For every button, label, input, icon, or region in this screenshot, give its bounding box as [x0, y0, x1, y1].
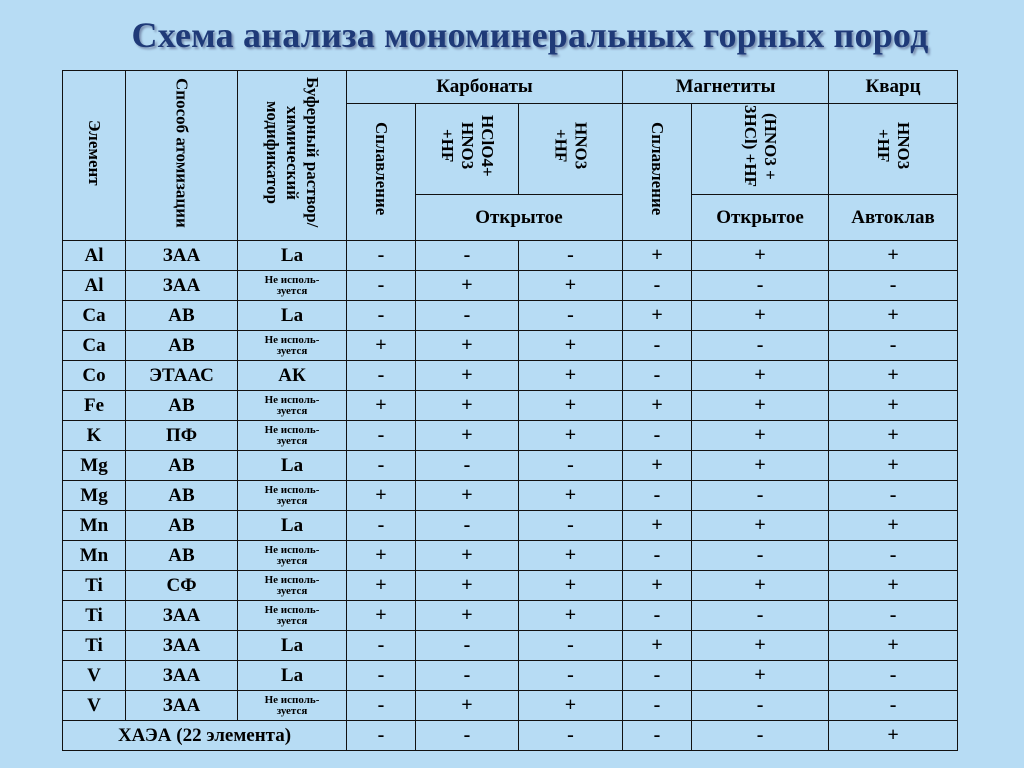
result-cell: + [519, 541, 623, 571]
result-cell: + [623, 241, 692, 271]
atomization-cell: ЗАА [126, 631, 238, 661]
buffer-cell: La [238, 241, 347, 271]
buffer-cell: Не исполь- зуется [238, 271, 347, 301]
buffer-cell: Не исполь- зуется [238, 481, 347, 511]
result-cell: - [623, 481, 692, 511]
element-cell: Al [63, 271, 126, 301]
atomization-cell: ПФ [126, 421, 238, 451]
result-cell: + [519, 391, 623, 421]
atomization-cell: АВ [126, 391, 238, 421]
result-cell: + [519, 601, 623, 631]
result-cell: - [519, 241, 623, 271]
result-cell: - [692, 601, 829, 631]
element-cell: Ti [63, 601, 126, 631]
result-cell: - [692, 481, 829, 511]
result-cell: + [829, 391, 958, 421]
header-magnetites-hno3: (HNO3 + 3HCl) +HF [692, 104, 829, 195]
table-row [63, 511, 958, 541]
table-row [63, 541, 958, 571]
result-cell: + [416, 541, 519, 571]
footer-label: ХАЭА (22 элемента) [63, 721, 347, 751]
footer-row [63, 721, 958, 751]
result-cell: + [519, 331, 623, 361]
result-cell: + [692, 631, 829, 661]
result-cell: - [519, 451, 623, 481]
result-cell: + [347, 391, 416, 421]
result-cell: - [623, 691, 692, 721]
result-cell: - [416, 241, 519, 271]
table-row [63, 631, 958, 661]
result-cell: - [623, 361, 692, 391]
result-cell: + [692, 571, 829, 601]
element-cell: K [63, 421, 126, 451]
element-cell: Fe [63, 391, 126, 421]
result-cell: + [623, 571, 692, 601]
result-cell: - [829, 601, 958, 631]
result-cell: - [519, 631, 623, 661]
result-cell: - [416, 631, 519, 661]
result-cell: - [623, 421, 692, 451]
atomization-cell: АВ [126, 511, 238, 541]
atomization-cell: ЗАА [126, 271, 238, 301]
result-cell: + [519, 361, 623, 391]
table-row [63, 601, 958, 631]
result-cell: - [347, 241, 416, 271]
atomization-cell: СФ [126, 571, 238, 601]
header-atomization: Способ атомизации [126, 71, 238, 241]
result-cell: + [519, 691, 623, 721]
element-cell: Mg [63, 481, 126, 511]
table-row [63, 331, 958, 361]
result-cell: + [519, 271, 623, 301]
result-cell: - [347, 361, 416, 391]
header-buffer: Буферный раствор/ химический модификатор [238, 71, 347, 241]
header-open-magnetites: Открытое [692, 195, 829, 241]
result-cell: - [416, 511, 519, 541]
result-cell: + [623, 451, 692, 481]
header-autoclave: Автоклав [829, 195, 958, 241]
result-cell: + [347, 541, 416, 571]
result-cell: - [829, 481, 958, 511]
buffer-cell: La [238, 511, 347, 541]
table-row [63, 241, 958, 271]
header-carbonates: Карбонаты [347, 71, 623, 104]
result-cell: - [416, 661, 519, 691]
element-cell: Ti [63, 631, 126, 661]
result-cell: - [347, 421, 416, 451]
result-cell: + [519, 481, 623, 511]
result-cell: + [623, 511, 692, 541]
result-cell: + [416, 421, 519, 451]
result-cell: - [347, 661, 416, 691]
result-cell: + [829, 301, 958, 331]
result-cell: + [692, 361, 829, 391]
result-cell: + [829, 241, 958, 271]
result-cell: - [829, 541, 958, 571]
result-cell: - [416, 301, 519, 331]
element-cell: Ti [63, 571, 126, 601]
result-cell: - [623, 601, 692, 631]
result-cell: - [692, 691, 829, 721]
atomization-cell: АВ [126, 331, 238, 361]
header-magnetites-fusion: Сплавление [623, 104, 692, 241]
analysis-table [62, 70, 958, 751]
atomization-cell: АВ [126, 541, 238, 571]
result-cell: - [347, 451, 416, 481]
result-cell: - [519, 661, 623, 691]
result-cell: + [829, 721, 958, 751]
table-row [63, 481, 958, 511]
result-cell: + [416, 271, 519, 301]
result-cell: + [829, 421, 958, 451]
result-cell: - [347, 511, 416, 541]
table-row [63, 691, 958, 721]
result-cell: - [829, 691, 958, 721]
result-cell: + [692, 511, 829, 541]
buffer-cell: Не исполь- зуется [238, 421, 347, 451]
atomization-cell: ЭТААС [126, 361, 238, 391]
result-cell: + [416, 691, 519, 721]
buffer-cell: La [238, 451, 347, 481]
table-row [63, 571, 958, 601]
result-cell: - [623, 721, 692, 751]
result-cell: + [347, 601, 416, 631]
result-cell: - [829, 661, 958, 691]
atomization-cell: ЗАА [126, 661, 238, 691]
result-cell: + [829, 571, 958, 601]
element-cell: Mn [63, 541, 126, 571]
result-cell: + [692, 391, 829, 421]
result-cell: + [623, 391, 692, 421]
page-title: Схема анализа мономинеральных горных пород [131, 15, 929, 55]
buffer-cell: Не исполь- зуется [238, 691, 347, 721]
result-cell: + [829, 631, 958, 661]
atomization-cell: АВ [126, 451, 238, 481]
result-cell: - [623, 271, 692, 301]
element-cell: V [63, 661, 126, 691]
atomization-cell: ЗАА [126, 691, 238, 721]
result-cell: - [416, 721, 519, 751]
result-cell: + [519, 571, 623, 601]
result-cell: + [829, 361, 958, 391]
header-magnetites: Магнетиты [623, 71, 829, 104]
buffer-cell: Не исполь- зуется [238, 541, 347, 571]
result-cell: + [623, 631, 692, 661]
result-cell: - [692, 541, 829, 571]
table-row [63, 661, 958, 691]
result-cell: + [829, 451, 958, 481]
table-row [63, 301, 958, 331]
result-cell: + [347, 481, 416, 511]
result-cell: + [692, 301, 829, 331]
buffer-cell: Не исполь- зуется [238, 601, 347, 631]
atomization-cell: АВ [126, 481, 238, 511]
atomization-cell: АВ [126, 301, 238, 331]
atomization-cell: ЗАА [126, 601, 238, 631]
atomization-cell: ЗАА [126, 241, 238, 271]
table-row [63, 271, 958, 301]
result-cell: - [347, 301, 416, 331]
result-cell: + [519, 421, 623, 451]
header-carbonates-fusion: Сплавление [347, 104, 416, 241]
buffer-cell: Не исполь- зуется [238, 391, 347, 421]
buffer-cell: La [238, 631, 347, 661]
result-cell: - [829, 331, 958, 361]
table-row [63, 391, 958, 421]
result-cell: + [416, 391, 519, 421]
header-quartz: Кварц [829, 71, 958, 104]
result-cell: - [347, 631, 416, 661]
result-cell: - [519, 511, 623, 541]
table-row [63, 421, 958, 451]
result-cell: + [416, 601, 519, 631]
result-cell: - [829, 271, 958, 301]
result-cell: + [829, 511, 958, 541]
result-cell: + [692, 241, 829, 271]
result-cell: - [623, 541, 692, 571]
header-quartz-hno3: HNO3 +HF [829, 104, 958, 195]
result-cell: + [416, 361, 519, 391]
buffer-cell: Не исполь- зуется [238, 571, 347, 601]
result-cell: - [519, 721, 623, 751]
result-cell: - [692, 721, 829, 751]
element-cell: Al [63, 241, 126, 271]
result-cell: + [692, 661, 829, 691]
buffer-cell: Не исполь- зуется [238, 331, 347, 361]
result-cell: + [347, 571, 416, 601]
result-cell: - [692, 271, 829, 301]
buffer-cell: АК [238, 361, 347, 391]
element-cell: Mg [63, 451, 126, 481]
result-cell: + [692, 451, 829, 481]
element-cell: Ca [63, 301, 126, 331]
element-cell: V [63, 691, 126, 721]
buffer-cell: La [238, 301, 347, 331]
result-cell: - [623, 331, 692, 361]
element-cell: Ca [63, 331, 126, 361]
header-open-carbonates: Открытое [416, 195, 623, 241]
result-cell: + [416, 571, 519, 601]
header-carbonates-hclo4: HClO4+ HNO3 +HF [416, 104, 519, 195]
result-cell: - [347, 271, 416, 301]
result-cell: - [692, 331, 829, 361]
result-cell: - [347, 721, 416, 751]
result-cell: - [519, 301, 623, 331]
element-cell: Mn [63, 511, 126, 541]
result-cell: - [347, 691, 416, 721]
result-cell: - [623, 661, 692, 691]
header-element: Элемент [63, 71, 126, 241]
element-cell: Co [63, 361, 126, 391]
table-row [63, 451, 958, 481]
buffer-cell: La [238, 661, 347, 691]
header-carbonates-hno3: HNO3 +HF [519, 104, 623, 195]
result-cell: - [416, 451, 519, 481]
table-row [63, 361, 958, 391]
result-cell: + [416, 331, 519, 361]
result-cell: + [416, 481, 519, 511]
result-cell: + [623, 301, 692, 331]
result-cell: + [347, 331, 416, 361]
result-cell: + [692, 421, 829, 451]
